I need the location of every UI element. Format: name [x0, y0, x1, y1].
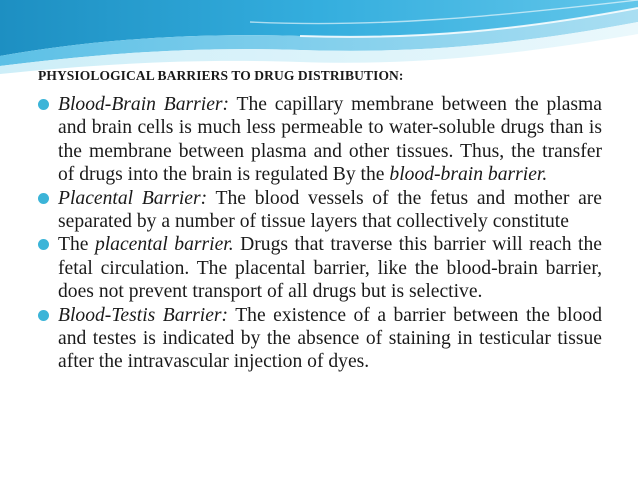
bullet-dot-icon	[38, 239, 49, 250]
bullet-term: Blood-Testis Barrier:	[58, 304, 229, 326]
bullet-text: The existence of a barrier between the blood and testes is indicated by the absence of staining in testicular tissue after the intravascular injection of dyes.	[58, 304, 603, 373]
bullet-text: Drugs that traverse this barrier will reach the fetal circulation. The placental barrier, like the blood-brain barrier, does not prevent transport of all drugs but is selective.	[58, 234, 602, 303]
bullet-dot-icon	[38, 193, 49, 204]
slide-heading: PHYSIOLOGICAL BARRIERS TO DRUG DISTRIBUTION:	[38, 68, 404, 83]
bullet-list	[38, 93, 602, 374]
bullet-lead: The	[58, 234, 95, 256]
bullet-term-inline: blood-brain barrier.	[389, 164, 548, 186]
bullet-text: The capillary membrane between the plasma and brain cells is much less permeable to water-soluble drugs than is the membrane between plasma and other tissues. Thus, the transfer of drugs into the brain is regulated By the	[58, 94, 602, 186]
bullet-blood-brain-barrier	[38, 93, 602, 187]
bullet-term: Blood-Brain Barrier:	[58, 94, 230, 115]
bullet-term: Placental Barrier:	[58, 187, 208, 209]
bullet-text: The blood vessels of the fetus and mother are separated by a number of tissue layers that collectively constitute	[58, 187, 602, 233]
header-wave-decoration	[0, 0, 638, 78]
bullet-placental-barrier	[38, 187, 602, 234]
bullet-term: placental barrier.	[94, 234, 234, 256]
bullet-dot-icon	[38, 99, 49, 110]
bullet-blood-testis-barrier	[38, 304, 602, 374]
bullet-dot-icon	[38, 310, 49, 321]
bullet-placental-barrier-detail	[38, 233, 602, 303]
